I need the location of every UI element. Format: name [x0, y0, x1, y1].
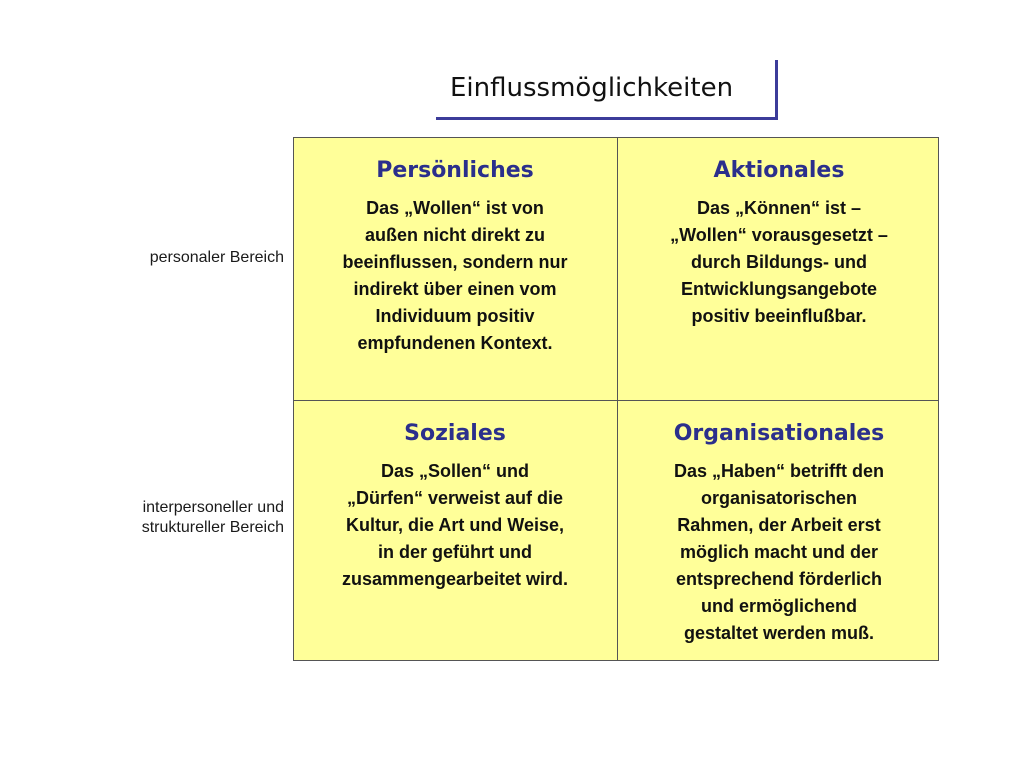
cell-body-line: „Wollen“ vorausgesetzt –	[670, 225, 888, 245]
cell-body-line: empfundenen Kontext.	[357, 333, 553, 353]
row-label-interpersonal-line: struktureller Bereich	[141, 519, 284, 536]
row-label-interpersonal	[64, 498, 284, 538]
cell-body-line: entsprechend förderlich	[675, 569, 883, 589]
cell-body-line: Kultur, die Art und Weise,	[345, 515, 565, 535]
cell-body-line: in der geführt und	[378, 542, 532, 562]
cell-body-line: gestaltet werden muß.	[683, 623, 875, 643]
cell-heading: Organisationales	[673, 421, 885, 446]
cell-persoenliches	[294, 138, 616, 400]
cell-body-line: zusammengearbeitet wird.	[341, 569, 569, 589]
cell-body	[306, 195, 604, 357]
cell-body-line: möglich macht und der	[679, 542, 879, 562]
cell-body-line: organisatorischen	[700, 488, 858, 508]
page-title: Einflussmöglichkeiten	[450, 73, 734, 103]
cell-body-line: beeinflussen, sondern nur	[342, 252, 568, 272]
cell-heading: Persönliches	[376, 158, 534, 183]
cell-body	[630, 458, 928, 647]
cell-body-line: indirekt über einen vom	[353, 279, 557, 299]
cell-body-line: Rahmen, der Arbeit erst	[677, 515, 881, 535]
row-label-interpersonal-line: interpersoneller und	[142, 499, 284, 516]
cell-body	[306, 458, 604, 593]
influence-matrix	[293, 137, 939, 661]
cell-body-line: und ermöglichend	[700, 596, 857, 616]
cell-body-line: Entwicklungsangebote	[680, 279, 878, 299]
row-label-personal	[64, 248, 284, 268]
title-underline	[436, 117, 778, 120]
row-label-personal-text: personaler Bereich	[149, 249, 284, 266]
cell-heading: Soziales	[404, 421, 506, 446]
cell-aktionales	[618, 138, 940, 400]
title-vertical-bar	[775, 60, 778, 120]
cell-body-line: Das „Wollen“ ist von	[366, 198, 544, 218]
cell-body-line: positiv beeinflußbar.	[691, 306, 867, 326]
title-frame	[436, 60, 778, 120]
cell-organisationales	[618, 401, 940, 663]
cell-body-line: Das „Sollen“ und	[380, 461, 530, 481]
cell-body-line: Individuum positiv	[375, 306, 535, 326]
cell-soziales	[294, 401, 616, 663]
cell-body-line: durch Bildungs- und	[691, 252, 867, 272]
cell-body-line: Das „Können“ ist –	[696, 198, 862, 218]
cell-body	[630, 195, 928, 330]
cell-body-line: „Dürfen“ verweist auf die	[346, 488, 564, 508]
cell-body-line: Das „Haben“ betrifft den	[673, 461, 885, 481]
cell-body-line: außen nicht direkt zu	[364, 225, 546, 245]
cell-heading: Aktionales	[713, 158, 845, 183]
